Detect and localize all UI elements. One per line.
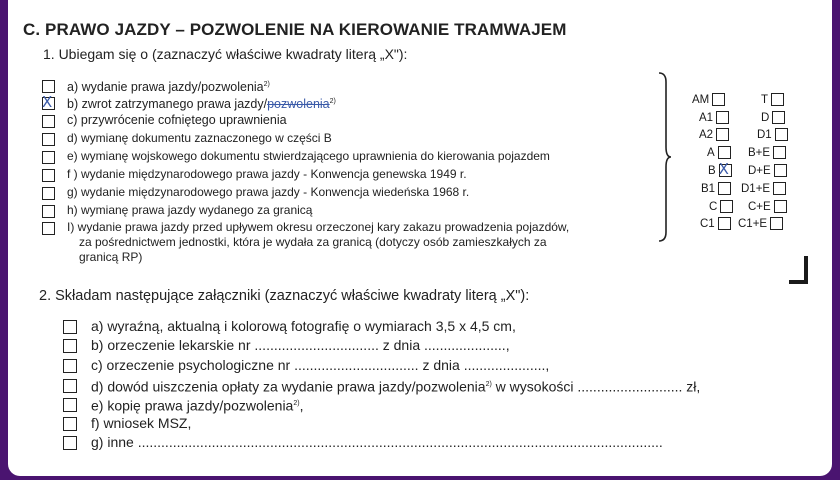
curly-brace-icon: [658, 72, 672, 242]
attachment-e-label-end: ,: [299, 397, 304, 414]
option-g[interactable]: [42, 185, 469, 201]
category-C1[interactable]: C1: [700, 217, 731, 230]
option-c-label: c) przywrócenie cofniętego uprawnienia: [67, 113, 287, 127]
category-T[interactable]: T: [761, 93, 784, 106]
checkbox-category-T[interactable]: [771, 93, 784, 106]
checkbox-h[interactable]: [42, 205, 55, 218]
option-f[interactable]: [42, 167, 467, 183]
option-e[interactable]: [42, 149, 550, 165]
option-g-label: g) wydanie międzynarodowego prawa jazdy - Konwencja wiedeńska 1968 r.: [67, 185, 470, 199]
category-D1E[interactable]: D1+E: [741, 182, 786, 195]
checkbox-e[interactable]: [42, 151, 55, 164]
checkbox-d[interactable]: [42, 133, 55, 146]
checkbox-attachment-g[interactable]: [63, 436, 77, 450]
option-i-line-2: za pośrednictwem jednostki, która je wydała za granicą (dotyczy osób zamieszkałych za: [79, 235, 547, 249]
option-i[interactable]: [42, 220, 667, 268]
question-2-heading: 2. Składam następujące załączniki (zaznaczyć właściwe kwadraty literą „X"):: [39, 288, 530, 304]
attachment-b-label: b) orzeczenie lekarskie nr ................................ z dnia .....................,: [91, 337, 510, 353]
checkbox-c[interactable]: [42, 115, 55, 128]
category-D1[interactable]: D1: [757, 128, 788, 141]
checkbox-attachment-c[interactable]: [63, 359, 77, 373]
checkbox-attachment-e[interactable]: [63, 398, 77, 412]
corner-mark-icon: [789, 256, 809, 284]
option-i-line-1: I) wydanie prawa jazdy przed upływem okresu orzeczonej kary zakazu prowadzenia pojazdów,: [67, 220, 570, 234]
attachment-e-label: e) kopię prawa jazdy/pozwolenia: [91, 397, 294, 414]
footnote-ref: 2): [485, 381, 492, 388]
option-b[interactable]: [42, 95, 336, 111]
checkbox-category-A2[interactable]: [716, 128, 729, 141]
checkbox-category-D[interactable]: [772, 111, 785, 124]
option-h[interactable]: [42, 203, 312, 219]
option-f-label: f ) wydanie międzynarodowego prawa jazdy - Konwencja genewska 1949 r.: [67, 167, 467, 181]
footnote-ref: 2): [329, 98, 336, 105]
footnote-ref: 2): [293, 400, 300, 407]
checkbox-attachment-f[interactable]: [63, 417, 77, 431]
category-C[interactable]: C: [709, 200, 733, 213]
attachment-a[interactable]: [63, 317, 516, 335]
checkbox-i[interactable]: [42, 222, 55, 235]
attachment-g-label: g) inne .......................................................................................................................................: [91, 434, 663, 450]
attachment-f[interactable]: [63, 414, 191, 432]
option-a[interactable]: [42, 78, 270, 94]
attachment-c-label: c) orzeczenie psychologiczne nr ................................ z dnia .....................,: [91, 357, 550, 373]
checkbox-category-CE[interactable]: [774, 200, 787, 213]
footnote-ref: 2): [263, 81, 270, 88]
checkbox-category-C1[interactable]: [718, 217, 731, 230]
option-i-line-3: granicą RP): [79, 250, 143, 264]
category-C1E[interactable]: C1+E: [738, 217, 783, 230]
checkbox-category-A[interactable]: [718, 146, 731, 159]
attachment-f-label: f) wniosek MSZ,: [91, 415, 192, 431]
attachment-g[interactable]: [63, 433, 663, 451]
category-A2[interactable]: A2: [699, 128, 729, 141]
question-1-heading: 1. Ubiegam się o (zaznaczyć właściwe kwadraty literą „X"):: [43, 46, 408, 62]
checkbox-category-D1E[interactable]: [773, 182, 786, 195]
checkbox-b[interactable]: [42, 93, 55, 111]
option-c[interactable]: [42, 113, 287, 129]
section-title: C. PRAWO JAZDY – POZWOLENIE NA KIEROWANIE TRAMWAJEM: [23, 20, 567, 39]
option-e-label: e) wymianę wojskowego dokumentu stwierdzającego uprawnienia do kierowania pojazdem: [67, 149, 550, 163]
option-d-label: d) wymianę dokumentu zaznaczonego w części B: [67, 131, 332, 145]
category-D[interactable]: D: [761, 111, 785, 124]
struck-text: pozwolenia: [267, 97, 330, 112]
attachment-b[interactable]: [63, 336, 510, 354]
attachment-a-label: a) wyraźną, aktualną i kolorową fotografię o wymiarach 3,5 x 4,5 cm,: [91, 318, 516, 334]
category-DE[interactable]: D+E: [748, 164, 787, 177]
category-A1[interactable]: A1: [699, 111, 729, 124]
option-h-label: h) wymianę prawa jazdy wydanego za granicą: [67, 203, 313, 217]
checkbox-category-C[interactable]: [720, 200, 733, 213]
category-B1[interactable]: B1: [701, 182, 731, 195]
category-A[interactable]: A: [707, 146, 731, 159]
option-b-label: b) zwrot zatrzymanego prawa jazdy/: [67, 97, 268, 112]
option-d[interactable]: [42, 131, 332, 147]
checkbox-attachment-b[interactable]: [63, 339, 77, 353]
category-AM[interactable]: AM: [692, 93, 725, 106]
category-CE[interactable]: C+E: [748, 200, 787, 213]
check-mark: X: [718, 160, 729, 178]
checkbox-attachment-d[interactable]: [63, 379, 77, 393]
checkbox-category-C1E[interactable]: [770, 217, 783, 230]
checkbox-category-DE[interactable]: [774, 164, 787, 177]
checkbox-category-A1[interactable]: [716, 111, 729, 124]
attachment-d-label-end: w wysokości ........................... zł,: [491, 378, 701, 395]
form-page: [8, 0, 832, 476]
checkbox-category-D1[interactable]: [775, 128, 788, 141]
attachment-d-label: d) dowód uiszczenia opłaty za wydanie prawa jazdy/pozwolenia: [91, 378, 486, 395]
check-mark: X: [42, 93, 53, 111]
checkbox-category-BE[interactable]: [773, 146, 786, 159]
attachment-c[interactable]: [63, 356, 549, 374]
attachment-d[interactable]: [63, 376, 700, 394]
attachment-e[interactable]: [63, 395, 303, 413]
checkbox-category-AM[interactable]: [712, 93, 725, 106]
checkbox-attachment-a[interactable]: [63, 320, 77, 334]
option-a-label: a) wydanie prawa jazdy/pozwolenia: [67, 80, 264, 95]
checkbox-g[interactable]: [42, 187, 55, 200]
checkbox-category-B1[interactable]: [718, 182, 731, 195]
category-B[interactable]: B X: [708, 164, 732, 177]
checkbox-f[interactable]: [42, 169, 55, 182]
category-BE[interactable]: B+E: [748, 146, 786, 159]
